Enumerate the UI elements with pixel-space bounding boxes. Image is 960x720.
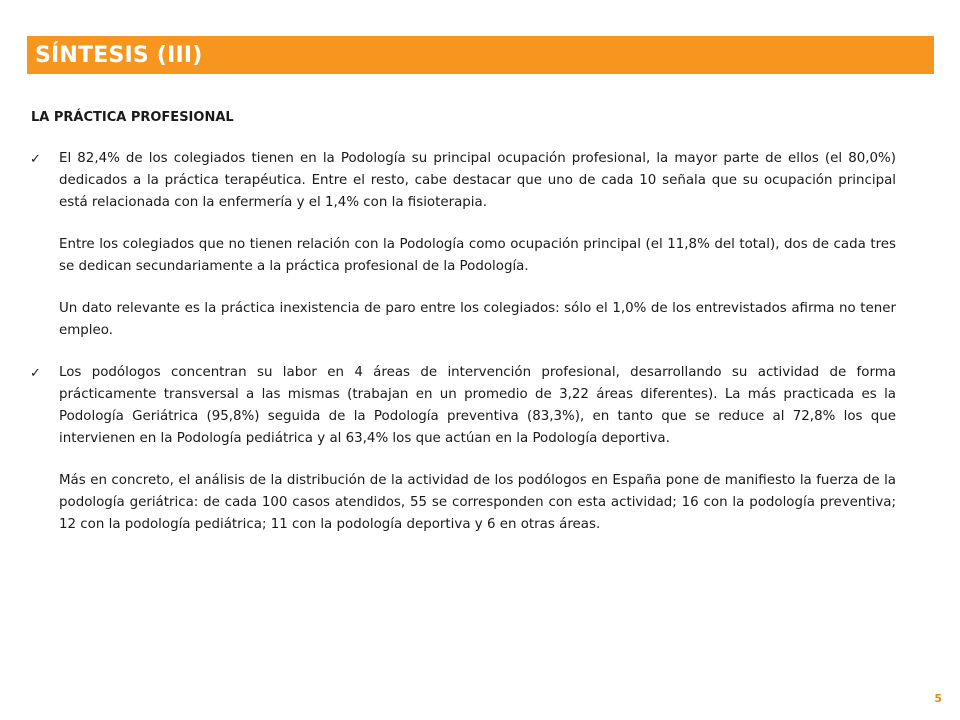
check-icon: ✓	[30, 152, 41, 167]
title-bar	[27, 36, 934, 74]
paragraph: Un dato relevante es la práctica inexistencia de paro entre los colegiados: sólo el 1,0% de los entrevistados afirma no tener empleo.	[59, 301, 896, 338]
content-body	[30, 148, 896, 556]
check-icon: ✓	[30, 366, 41, 381]
paragraph: Los podólogos concentran su labor en 4 áreas de intervención profesional, desarrollando su actividad de forma prácticamente transversal a las mismas (trabajan en un promedio de 3,22 áreas diferentes). La más practicada es la Podología Geriátrica (95,8%) seguida de la Podología preventiva (83,3%), en tanto que se reduce al 72,8% los que intervienen en la Podología pediátrica y al 63,4% los que actúan en la Podología deportiva.	[59, 365, 896, 446]
bullet-item	[30, 362, 896, 536]
paragraph: Entre los colegiados que no tienen relación con la Podología como ocupación principal (el 11,8% del total), dos de cada tres se dedican secundariamente a la práctica profesional de la Podología.	[59, 237, 896, 274]
page-title: SÍNTESIS (III)	[35, 42, 203, 68]
paragraph: Más en concreto, el análisis de la distribución de la actividad de los podólogos en España pone de manifiesto la fuerza de la podología geriátrica: de cada 100 casos atendidos, 55 se corresponden con esta actividad; 16 con la podología preventiva; 12 con la podología pediátrica; 11 con la podología deportiva y 6 en otras áreas.	[59, 473, 896, 532]
section-heading: LA PRÁCTICA PROFESIONAL	[31, 110, 234, 125]
page-number: 5	[934, 692, 942, 705]
paragraph: El 82,4% de los colegiados tienen en la Podología su principal ocupación profesional, la mayor parte de ellos (el 80,0%) dedicados a la práctica terapéutica. Entre el resto, cabe destacar que uno de cada 10 señala que su ocupación principal está relacionada con la enfermería y el 1,4% con la fisioterapia.	[59, 151, 896, 210]
bullet-item	[30, 148, 896, 342]
